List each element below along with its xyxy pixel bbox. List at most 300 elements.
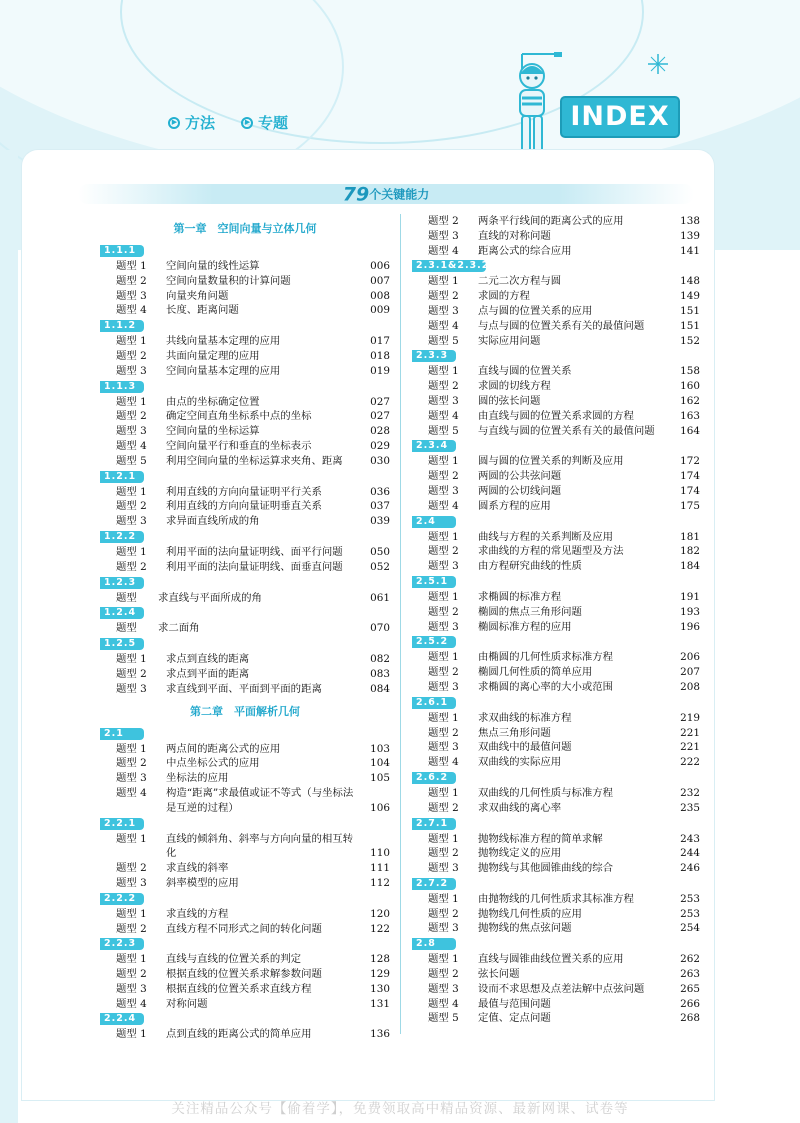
entry-page-number: 112: [370, 876, 390, 889]
toc-entry[interactable]: [100, 652, 390, 667]
tab-label: 方法: [185, 114, 216, 132]
entry-label: 题型 1: [428, 786, 459, 799]
entry-title: 求直线的斜率: [166, 862, 229, 875]
entry-page-number: 036: [370, 485, 390, 498]
entry-label: 题型 2: [116, 410, 147, 423]
toc-entry[interactable]: [100, 742, 390, 757]
entry-label: 题型 4: [428, 997, 459, 1010]
entry-page-number: 221: [680, 726, 700, 739]
entry-page-number: 110: [370, 847, 390, 860]
section-heading: 2.2.1: [100, 818, 144, 830]
section-heading: 2.3.1&2.3.2: [412, 260, 486, 272]
entry-label: 题型 4: [116, 997, 147, 1010]
entry-page-number: 184: [680, 560, 700, 573]
toc-entry[interactable]: [100, 771, 390, 786]
toc-entry[interactable]: [412, 289, 700, 304]
entry-page-number: 105: [370, 772, 390, 785]
toc-entry[interactable]: [412, 755, 700, 770]
toc-entry[interactable]: [412, 274, 700, 289]
entry-title: 长度、距离问题: [166, 304, 239, 317]
entry-title: 求直线与平面所成的角: [158, 591, 262, 604]
toc-entry[interactable]: [412, 832, 700, 847]
toc-entry[interactable]: [412, 559, 700, 574]
entry-title: 求双曲线的离心率: [478, 801, 562, 814]
entry-title: 空间向量平行和垂直的坐标表示: [166, 439, 312, 452]
entry-page-number: 162: [680, 394, 700, 407]
entry-label: 题型 5: [428, 1012, 459, 1025]
entry-title: 与直线与圆的位置关系有关的最值问题: [478, 424, 655, 437]
entry-page-number: 018: [370, 349, 390, 362]
entry-page-number: 151: [680, 304, 700, 317]
toc-entry[interactable]: [100, 756, 390, 771]
entry-page-number: 009: [370, 304, 390, 317]
entry-page-number: 141: [680, 244, 700, 257]
toc-entry[interactable]: [100, 907, 390, 922]
toc-entry[interactable]: [100, 922, 390, 937]
entry-label: 题型 1: [428, 892, 459, 905]
entry-title: 由方程研究曲线的性质: [478, 560, 582, 573]
entry-label: 题型 1: [428, 953, 459, 966]
entry-label: 题型 3: [428, 922, 459, 935]
entry-page-number: 266: [680, 997, 700, 1010]
entry-page-number: 244: [680, 847, 700, 860]
entry-page-number: 243: [680, 832, 700, 845]
section-heading: 2.2.3: [100, 938, 144, 950]
entry-page-number: 149: [680, 290, 700, 303]
entry-page-number: 103: [370, 742, 390, 755]
entry-page-number: 039: [370, 515, 390, 528]
entry-label: 题型 4: [428, 756, 459, 769]
entry-page-number: 129: [370, 968, 390, 981]
entry-title: 弦长问题: [478, 968, 520, 981]
toc-entry[interactable]: [412, 1011, 700, 1026]
entry-label: 题型 1: [116, 653, 147, 666]
entry-label: 题型 3: [116, 982, 147, 995]
section-heading: 2.4: [412, 516, 456, 528]
entry-label: 题型 3: [428, 304, 459, 317]
entry-page-number: 084: [370, 682, 390, 695]
entry-label: 题型 3: [428, 394, 459, 407]
toc-entry[interactable]: [100, 364, 390, 379]
entry-page-number: 028: [370, 425, 390, 438]
entry-title: 求点到平面的距离: [166, 667, 250, 680]
toc-entry[interactable]: [412, 786, 700, 801]
toc-entry[interactable]: [100, 667, 390, 682]
play-circle-icon: ▶: [241, 117, 253, 129]
entry-page-number: 151: [680, 319, 700, 332]
toc-entry[interactable]: [100, 967, 390, 982]
entry-page-number: 007: [370, 274, 390, 287]
toc-entry[interactable]: [100, 982, 390, 997]
toc-entry[interactable]: [100, 1027, 390, 1042]
entry-label: 题型 3: [116, 772, 147, 785]
entry-label: 题型 4: [428, 499, 459, 512]
toc-entry[interactable]: [412, 364, 700, 379]
toc-entry[interactable]: [412, 982, 700, 997]
entry-title: 求点到直线的距离: [166, 653, 250, 666]
entry-title: 椭圆标准方程的应用: [478, 620, 572, 633]
entry-page-number: 219: [680, 711, 700, 724]
toc-entry[interactable]: [412, 726, 700, 741]
entry-page-number: 037: [370, 500, 390, 513]
entry-title: 求曲线的方程的常见题型及方法: [478, 545, 624, 558]
entry-label: 题型 3: [116, 425, 147, 438]
entry-title: 定值、定点问题: [478, 1012, 551, 1025]
entry-page-number: 070: [370, 622, 390, 635]
entry-label: 题型 3: [428, 560, 459, 573]
entry-title: 直线与圆锥曲线位置关系的应用: [478, 953, 624, 966]
toc-entry[interactable]: [100, 832, 390, 862]
entry-page-number: 006: [370, 260, 390, 272]
entry-title: 求椭圆的标准方程: [478, 590, 562, 603]
entry-title: 直线方程不同形式之间的转化问题: [166, 922, 322, 935]
entry-label: 题型 5: [428, 424, 459, 437]
toc-entry[interactable]: [412, 484, 700, 499]
entry-label: 题型 3: [428, 741, 459, 754]
entry-title: 双曲线中的最值问题: [478, 741, 572, 754]
section-heading: 2.7.1: [412, 818, 456, 830]
entry-title: 求二面角: [158, 622, 200, 635]
toc-entry[interactable]: [100, 289, 390, 304]
entry-label: 题型 2: [428, 605, 459, 618]
entry-label: 题型 3: [428, 680, 459, 693]
entry-title: 斜率模型的应用: [166, 876, 239, 889]
toc-entry[interactable]: [100, 395, 390, 410]
toc-entry[interactable]: [100, 682, 390, 697]
entry-title: 焦点三角形问题: [478, 726, 551, 739]
toc-entry[interactable]: [412, 620, 700, 635]
entry-title: 抛物线的焦点弦问题: [478, 922, 572, 935]
entry-title: 求圆的切线方程: [478, 380, 551, 393]
toc-entry[interactable]: [412, 892, 700, 907]
section-heading: 2.2.4: [100, 1013, 144, 1025]
entry-title: 直线与圆的位置关系: [478, 365, 572, 378]
toc-entry[interactable]: [100, 997, 390, 1012]
toc-entry[interactable]: [100, 786, 390, 816]
toc-entry[interactable]: [412, 801, 700, 816]
entry-page-number: 008: [370, 289, 390, 302]
entry-title: 坐标法的应用: [166, 772, 229, 785]
entry-title: 点与圆的位置关系的应用: [478, 304, 593, 317]
toc-entry[interactable]: [412, 334, 700, 349]
entry-title: 求椭圆的离心率的大小或范围: [478, 680, 614, 693]
section-heading: 2.8: [412, 938, 456, 950]
entry-label: 题型 5: [428, 334, 459, 347]
entry-label: 题型 4: [116, 786, 147, 799]
toc-entry[interactable]: [100, 514, 390, 529]
toc-entry[interactable]: [100, 409, 390, 424]
entry-title: 空间向量基本定理的应用: [166, 364, 281, 377]
toc-entry[interactable]: [412, 229, 700, 244]
section-heading: 1.2.1: [100, 471, 144, 483]
section-heading: 2.5.2: [412, 636, 456, 648]
toc-entry[interactable]: [412, 665, 700, 680]
toc-entry[interactable]: [412, 214, 700, 229]
entry-label: 题型 2: [116, 667, 147, 680]
entry-page-number: 206: [680, 651, 700, 664]
toc-entry[interactable]: [412, 544, 700, 559]
section-heading: 1.1.1: [100, 245, 144, 257]
toc-entry[interactable]: [412, 319, 700, 334]
entry-title: 确定空间直角坐标系中点的坐标: [166, 410, 312, 423]
entry-page-number: 082: [370, 653, 390, 666]
entry-label: 题型 3: [116, 289, 147, 302]
entry-title: 二元二次方程与圆: [478, 275, 562, 288]
entry-label: 题型 2: [116, 862, 147, 875]
entry-title: 椭圆的焦点三角形问题: [478, 605, 582, 618]
entry-page-number: 193: [680, 605, 700, 618]
entry-page-number: 030: [370, 454, 390, 467]
toc-entry[interactable]: [100, 303, 390, 318]
entry-title: 共线向量基本定理的应用: [166, 335, 281, 348]
chapter-title: 第一章 空间向量与立体几何: [173, 222, 317, 235]
section-heading: 2.5.1: [412, 576, 456, 588]
entry-title: 两圆的公共弦问题: [478, 470, 562, 483]
section-heading: 2.6.1: [412, 697, 456, 709]
toc-entry[interactable]: [412, 530, 700, 545]
entry-label: 题型 2: [116, 274, 147, 287]
toc-entry[interactable]: [412, 590, 700, 605]
section-heading: 1.1.3: [100, 381, 144, 393]
entry-page-number: 120: [370, 907, 390, 920]
section-heading: 2.1: [100, 728, 144, 740]
banner-number: 79: [342, 183, 370, 206]
entry-label: 题型 1: [428, 275, 459, 288]
entry-label: 题型 4: [116, 304, 147, 317]
toc-entry[interactable]: [412, 469, 700, 484]
section-heading: 1.2.5: [100, 638, 144, 650]
toc-entry[interactable]: [412, 499, 700, 514]
key-abilities-banner: [78, 184, 694, 204]
entry-title: 圆的弦长问题: [478, 394, 541, 407]
entry-title: 由直线与圆的位置关系求圆的方程: [478, 409, 634, 422]
entry-title: 由抛物线的几何性质求其标准方程: [478, 892, 634, 905]
toc-entry[interactable]: [100, 861, 390, 876]
entry-title: 圆与圆的位置关系的判断及应用: [478, 455, 624, 468]
entry-page-number: 246: [680, 862, 700, 875]
toc-entry[interactable]: [412, 379, 700, 394]
entry-page-number: 174: [680, 470, 700, 483]
entry-title: 对称问题: [166, 997, 208, 1010]
entry-page-number: 235: [680, 801, 700, 814]
entry-label: 题型 2: [116, 922, 147, 935]
entry-page-number: 019: [370, 364, 390, 377]
toc-entry[interactable]: [100, 591, 390, 606]
toc-entry[interactable]: [412, 997, 700, 1012]
toc-entry[interactable]: [412, 650, 700, 665]
entry-label: 题型 3: [428, 484, 459, 497]
entry-label: 题型 2: [428, 380, 459, 393]
toc-entry[interactable]: [412, 605, 700, 620]
toc-entry[interactable]: [412, 409, 700, 424]
entry-page-number: 128: [370, 953, 390, 966]
entry-label: 题型 1: [116, 395, 147, 408]
entry-page-number: 263: [680, 968, 700, 981]
entry-title: 直线的倾斜角、斜率与方向向量的相互转化: [166, 832, 354, 860]
entry-page-number: 061: [370, 591, 390, 604]
entry-title: 根据直线的位置关系求直线方程: [166, 982, 312, 995]
toc-entry[interactable]: [412, 244, 700, 259]
entry-title: 直线与直线的位置关系的判定: [166, 953, 302, 966]
entry-label: 题型 2: [428, 290, 459, 303]
entry-page-number: 130: [370, 982, 390, 995]
toc-entry[interactable]: [100, 560, 390, 575]
entry-title: 求直线到平面、平面到平面的距离: [166, 682, 322, 695]
entry-page-number: 139: [680, 229, 700, 242]
entry-page-number: 207: [680, 666, 700, 679]
entry-page-number: 160: [680, 380, 700, 393]
toc-entry[interactable]: [100, 439, 390, 454]
entry-title: 最值与范围问题: [478, 997, 551, 1010]
entry-label: 题型 1: [116, 335, 147, 348]
entry-label: 题型 2: [428, 470, 459, 483]
toc-entry[interactable]: [412, 304, 700, 319]
banner-text: 个关键能力: [369, 187, 430, 202]
entry-label: 题型 3: [116, 364, 147, 377]
entry-label: 题型 4: [116, 439, 147, 452]
entry-label: 题型 1: [116, 953, 147, 966]
entry-title: 利用平面的法向量证明线、面垂直问题: [166, 560, 343, 573]
entry-page-number: 138: [680, 215, 700, 227]
toc-entry[interactable]: [412, 740, 700, 755]
toc-right-column: [412, 214, 700, 1026]
toc-entry[interactable]: [100, 499, 390, 514]
entry-title: 由椭圆的几何性质求标准方程: [478, 651, 614, 664]
toc-entry[interactable]: [412, 424, 700, 439]
toc-entry[interactable]: [100, 259, 390, 274]
entry-label: 题型 2: [428, 666, 459, 679]
entry-title: 中点坐标公式的应用: [166, 757, 260, 770]
toc-entry[interactable]: [100, 876, 390, 891]
column-divider: [400, 214, 401, 1034]
entry-page-number: 104: [370, 757, 390, 770]
toc-entry[interactable]: [412, 846, 700, 861]
entry-page-number: 158: [680, 365, 700, 378]
entry-title: 求异面直线所成的角: [166, 515, 260, 528]
entry-label: 题型 1: [116, 742, 147, 755]
entry-label: 题型 2: [116, 968, 147, 981]
tab-label: 专题: [258, 114, 289, 132]
sparkle-icon: [648, 54, 668, 74]
entry-page-number: 253: [680, 907, 700, 920]
entry-title: 两条平行线间的距离公式的应用: [478, 215, 624, 227]
entry-title: 双曲线的实际应用: [478, 756, 562, 769]
toc-entry[interactable]: [412, 394, 700, 409]
toc-entry[interactable]: [100, 621, 390, 636]
entry-title: 距离公式的综合应用: [478, 244, 572, 257]
entry-title: 抛物线与其他圆锥曲线的综合: [478, 862, 614, 875]
toc-entry[interactable]: [100, 334, 390, 349]
entry-page-number: 174: [680, 484, 700, 497]
entry-page-number: 131: [370, 997, 390, 1010]
entry-title: 求双曲线的标准方程: [478, 711, 572, 724]
entry-title: 曲线与方程的关系判断及应用: [478, 530, 614, 543]
entry-page-number: 262: [680, 953, 700, 966]
toc-entry[interactable]: [100, 274, 390, 289]
entry-title: 两点间的距离公式的应用: [166, 742, 281, 755]
entry-label: 题型: [116, 591, 137, 604]
entry-label: 题型 1: [116, 907, 147, 920]
entry-page-number: 083: [370, 667, 390, 680]
entry-label: 题型 1: [428, 530, 459, 543]
toc-entry[interactable]: [412, 861, 700, 876]
entry-page-number: 191: [680, 590, 700, 603]
chapter-title: 第二章 平面解析几何: [190, 704, 300, 718]
entry-page-number: 163: [680, 409, 700, 422]
entry-title: 抛物线标准方程的简单求解: [478, 832, 603, 845]
entry-page-number: 232: [680, 786, 700, 799]
entry-title: 由点的坐标确定位置: [166, 395, 260, 408]
entry-page-number: 253: [680, 892, 700, 905]
entry-page-number: 181: [680, 530, 700, 543]
toc-entry[interactable]: [100, 349, 390, 364]
entry-page-number: 268: [680, 1012, 700, 1025]
toc-entry[interactable]: [412, 907, 700, 922]
left-margin-strip: [0, 150, 18, 1123]
entry-label: 题型 1: [116, 260, 147, 272]
entry-title: 利用平面的法向量证明线、面平行问题: [166, 545, 343, 558]
entry-title: 求直线的方程: [166, 907, 229, 920]
entry-label: 题型 1: [116, 1028, 147, 1041]
section-heading: 2.6.2: [412, 772, 456, 784]
toc-entry[interactable]: [412, 680, 700, 695]
entry-title: 抛物线几何性质的应用: [478, 907, 582, 920]
entry-page-number: 208: [680, 680, 700, 693]
section-heading: 2.7.2: [412, 878, 456, 890]
toc-entry[interactable]: [100, 485, 390, 500]
entry-label: 题型 4: [428, 244, 459, 257]
toc-entry[interactable]: [100, 545, 390, 560]
entry-page-number: 122: [370, 922, 390, 935]
header-tabs: [168, 112, 288, 133]
tab-method[interactable]: [168, 112, 215, 133]
entry-label: 题型 3: [116, 682, 147, 695]
entry-label: 题型 2: [116, 560, 147, 573]
entry-title: 设而不求思想及点差法解中点弦问题: [478, 982, 645, 995]
toc-entry[interactable]: [412, 711, 700, 726]
entry-label: 题型 1: [428, 832, 459, 845]
section-heading: 2.3.4: [412, 440, 456, 452]
entry-label: 题型 2: [116, 757, 147, 770]
tab-topic[interactable]: [241, 112, 288, 133]
entry-label: 题型 3: [428, 862, 459, 875]
toc-entry[interactable]: [412, 967, 700, 982]
entry-page-number: 172: [680, 455, 700, 468]
toc-entry[interactable]: [100, 424, 390, 439]
entry-label: 题型 2: [428, 726, 459, 739]
entry-page-number: 182: [680, 545, 700, 558]
entry-page-number: 265: [680, 982, 700, 995]
entry-label: 题型 1: [428, 365, 459, 378]
toc-entry[interactable]: [412, 952, 700, 967]
entry-title: 求圆的方程: [478, 290, 530, 303]
toc-entry[interactable]: [412, 454, 700, 469]
entry-label: 题型 2: [428, 215, 459, 227]
entry-label: 题型 2: [116, 500, 147, 513]
toc-entry[interactable]: [100, 952, 390, 967]
entry-page-number: 029: [370, 439, 390, 452]
entry-label: 题型: [116, 622, 137, 635]
entry-title: 空间向量数量积的计算问题: [166, 274, 291, 287]
entry-label: 题型 3: [428, 229, 459, 242]
entry-label: 题型 1: [116, 545, 147, 558]
toc-entry[interactable]: [412, 921, 700, 936]
entry-title: 与点与圆的位置关系有关的最值问题: [478, 319, 645, 332]
section-heading: 1.2.4: [100, 607, 144, 619]
entry-label: 题型 3: [428, 620, 459, 633]
entry-title: 点到直线的距离公式的简单应用: [166, 1028, 312, 1041]
toc-entry[interactable]: [100, 454, 390, 469]
